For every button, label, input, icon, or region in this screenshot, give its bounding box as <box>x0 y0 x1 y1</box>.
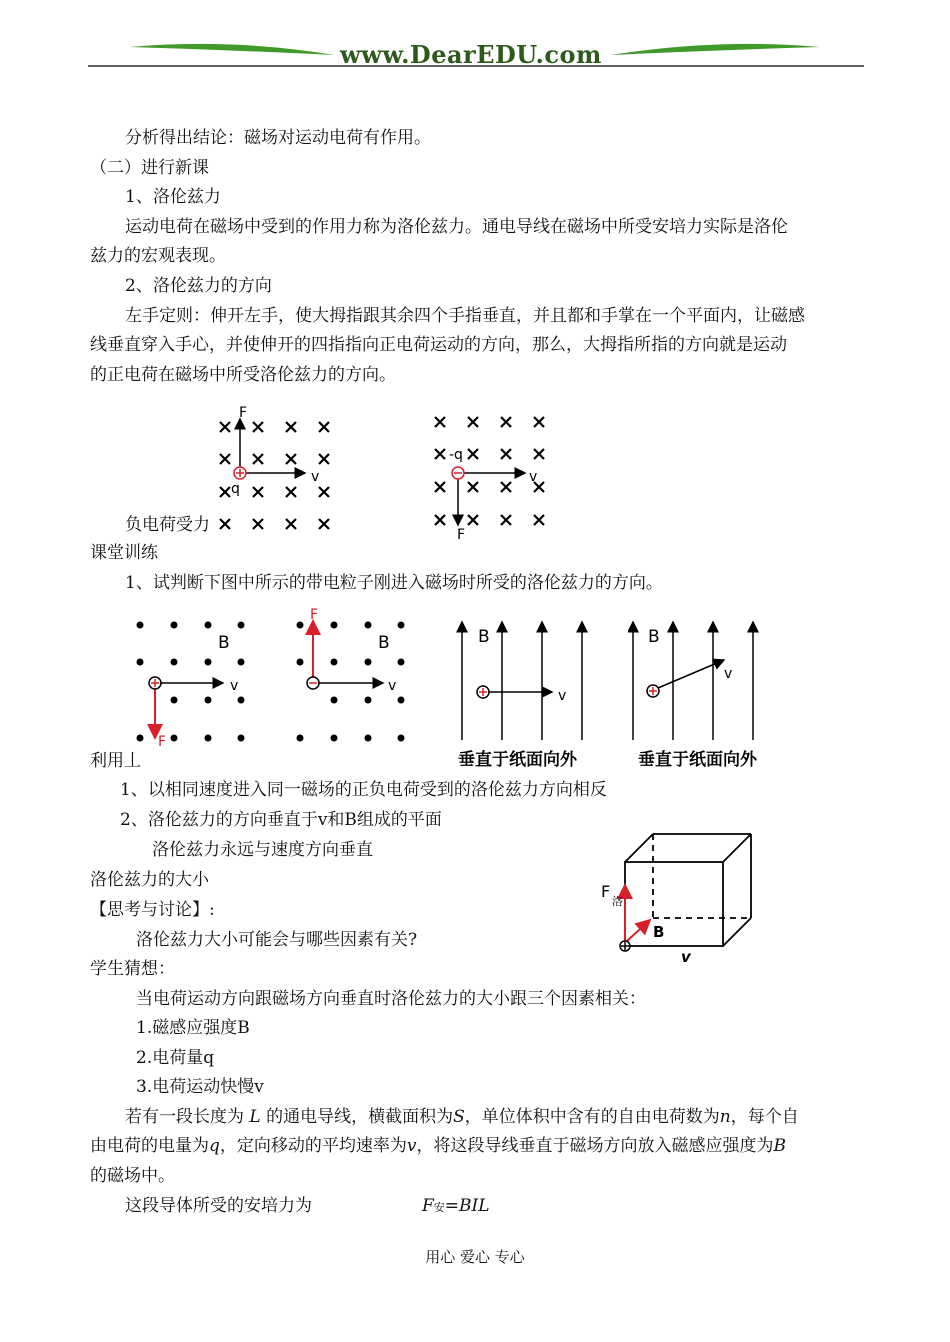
text-line: 左手定则：伸开左手，使大拇指跟其余四个手指垂直，并且都和手掌在一个平面内，让磁感 <box>125 306 805 326</box>
text-line: （二）进行新课 <box>90 158 209 178</box>
figure-positive-charge-field <box>205 405 365 535</box>
label-q: q <box>231 481 240 497</box>
text-line: 这段导体所受的安培力为 <box>125 1196 312 1216</box>
text-line: 的磁场中。 <box>90 1166 175 1186</box>
cube-hidden-edges <box>653 834 751 918</box>
label-v: v <box>529 469 538 485</box>
text-line: 2、洛伦兹力的方向 <box>125 276 272 296</box>
header-site-url: www.DearEDU.com <box>340 40 602 69</box>
text-line: 线垂直穿入手心，并使伸开的四指指向正电荷运动的方向，那么，大拇指所指的方向就是运动 <box>90 335 787 355</box>
label-v: v <box>230 678 239 694</box>
label-f: F <box>310 607 319 623</box>
velocity-arrow <box>658 660 724 688</box>
figure-caption: 垂直于纸面向外 <box>638 750 757 770</box>
text-line: 分析得出结论：磁场对运动电荷有作用。 <box>125 128 431 148</box>
text-line-definition: 若有一段长度为 L 的通电导线，横截面积为S，单位体积中含有的自由电荷数为n，每个自 <box>125 1107 799 1127</box>
text-line: 3.电荷运动快慢v <box>136 1077 264 1097</box>
text-line: 2、洛伦兹力的方向垂直于v和B组成的平面 <box>120 810 442 830</box>
text-line: 2.电荷量q <box>136 1048 215 1068</box>
text-line: 洛伦兹力的大小 <box>90 870 209 890</box>
text-line: 负电荷受力 <box>125 515 210 535</box>
label-v: v <box>558 688 567 704</box>
header-leaf-right <box>610 44 820 55</box>
text-line: 洛伦兹力大小可能会与哪些因素有关? <box>136 930 418 950</box>
figure-cube-force <box>595 825 765 965</box>
label-b: B <box>378 633 390 653</box>
text-line: 1.磁感应强度B <box>136 1018 250 1038</box>
header-leaf-left <box>130 44 335 55</box>
label-f: F <box>457 527 466 543</box>
label-b: B <box>648 627 660 647</box>
text-line: 洛伦兹力永远与速度方向垂直 <box>152 840 373 860</box>
field-arrow-b <box>627 920 650 941</box>
label-neg-q: -q <box>449 447 463 463</box>
text-line: 的正电荷在磁场中所受洛伦兹力的方向。 <box>90 365 396 385</box>
text-line: 学生猜想： <box>90 959 175 979</box>
text-line: 1、洛伦兹力 <box>125 187 221 207</box>
label-v: v <box>724 666 733 682</box>
label-b: B <box>653 923 665 941</box>
figure-field-lines-slanted <box>628 610 788 775</box>
text-line: 当电荷运动方向跟磁场方向垂直时洛伦兹力的大小跟三个因素相关： <box>136 989 646 1009</box>
label-v: v <box>311 469 320 485</box>
text-line-definition: 由电荷的电量为q，定向移动的平均速率为v，将这段导线垂直于磁场方向放入磁感应强度为B <box>90 1136 786 1156</box>
figure-caption: 垂直于纸面向外 <box>458 750 577 770</box>
text-line: 1、以相同速度进入同一磁场的正负电荷受到的洛伦兹力方向相反 <box>120 780 607 800</box>
label-v: v <box>388 678 397 694</box>
text-line: 兹力的宏观表现。 <box>90 246 226 266</box>
field-crosses <box>435 417 544 525</box>
text-line: 运动电荷在磁场中受到的作用力称为洛伦兹力。通电导线在磁场中所受安培力实际是洛伦 <box>125 217 788 237</box>
text-line: 利用丄 <box>90 751 141 771</box>
label-subscript: 洛 <box>612 895 623 908</box>
text-line: 课堂训练 <box>90 543 158 563</box>
text-line: 1、试判断下图中所示的带电粒子刚进入磁场时所受的洛伦兹力的方向。 <box>125 573 663 593</box>
label-f: F <box>158 734 167 750</box>
figure-field-lines-horizontal <box>452 610 607 775</box>
label-f: F <box>601 882 611 901</box>
formula-ampere-force: F安=BIL <box>422 1196 490 1216</box>
cube-edges <box>625 834 751 946</box>
figure-dots-negative <box>288 605 418 750</box>
figure-negative-charge-field <box>425 405 565 545</box>
page-footer: 用心 爱心 专心 <box>425 1248 525 1266</box>
label-v: v <box>681 948 691 965</box>
label-b: B <box>478 627 490 647</box>
text-line: 【思考与讨论】: <box>90 900 215 920</box>
label-f: F <box>239 405 248 421</box>
label-b: B <box>218 633 230 653</box>
figure-dots-positive <box>128 610 258 750</box>
